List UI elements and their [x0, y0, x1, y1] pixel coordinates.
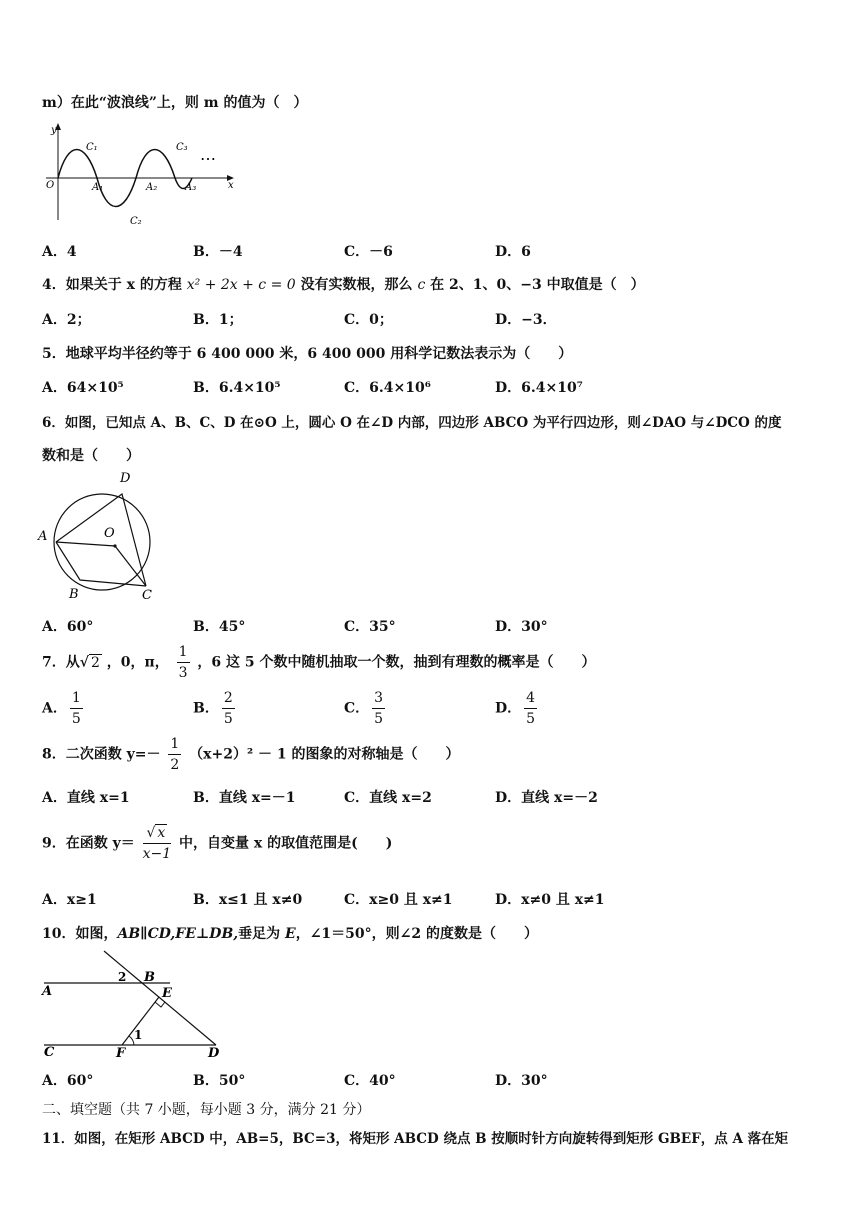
q10-option-c: C．40°: [344, 1073, 396, 1089]
q5-option-c: C．6.4×10⁶: [344, 380, 431, 396]
q3-option-b: B．－4: [193, 244, 243, 260]
q3-option-a: A．4: [42, 244, 77, 260]
y-axis-label: y: [51, 125, 57, 136]
question-6-line2: 数和是（ ）: [42, 448, 140, 464]
question-3-text: m）在此“波浪线”上，则 m 的值为（ ）: [42, 95, 308, 111]
q9-option-d: D．x≠0 且 x≠1: [495, 892, 605, 908]
question-4-text: 4．如果关于 x 的方程 x² + 2x + c = 0 没有实数根，那么 c 在 2、1、0、−3 中取值是（ ）: [42, 277, 645, 293]
question-5-text: 5．地球平均半径约等于 6 400 000 米，6 400 000 用科学记数法表示为（ ）: [42, 346, 573, 362]
q6-option-b: B．45°: [193, 619, 246, 635]
q5-option-a: A．64×10⁵: [42, 380, 124, 396]
ellipsis-label: ⋯: [200, 149, 216, 168]
point-d-label: D: [208, 1046, 220, 1061]
q4-option-c: C．0；: [344, 312, 393, 328]
q4-option-a: A．2；: [42, 312, 91, 328]
q6-option-d: D．30°: [495, 619, 548, 635]
section-2-heading: 二、填空题（共 7 小题，每小题 3 分，满分 21 分）: [42, 1102, 371, 1118]
q5-option-b: B．6.4×10⁵: [193, 380, 281, 396]
fraction-sqrt-x-over-x-minus-1: $\frac{√ x}{x-1}$: [142, 825, 172, 862]
x-axis-label: x: [228, 180, 234, 191]
q5-option-d: D．6.4×10⁷: [495, 380, 583, 396]
q9-option-b: B．x≤1 且 x≠0: [193, 892, 303, 908]
q8-option-b: B．直线 x=－1: [193, 790, 296, 806]
q9-option-c: C．x≥0 且 x≠1: [344, 892, 453, 908]
a3-label: A₃: [185, 182, 197, 193]
point-c-label: C: [44, 1045, 55, 1060]
q7-option-d: D． $\frac{4}{5}$: [495, 690, 536, 727]
q7-option-a: A． $\frac{1}{5}$: [42, 690, 81, 727]
q6-option-a: A．60°: [42, 619, 94, 635]
q4-equation: x² + 2x + c = 0: [186, 277, 296, 293]
c2-label: C₂: [130, 216, 142, 225]
point-e-label: E: [162, 986, 172, 1001]
question-11-text: 11．如图，在矩形 ABCD 中，AB=5，BC=3，将矩形 ABCD 绕点 B 按顺时针方向旋转得到矩形 GBEF，点 A 落在矩: [42, 1131, 789, 1147]
question-6-line1: 6．如图，已知点 A、B、C、D 在⊙O 上，圆心 O 在∠D 内部，四边形 ABCO 为平行四边形，则∠DAO 与∠DCO 的度: [42, 415, 782, 431]
q8-option-c: C．直线 x=2: [344, 790, 432, 806]
point-b-label: B: [69, 587, 79, 602]
point-f-label: F: [116, 1046, 126, 1061]
angle-1-label: 1: [134, 1028, 143, 1042]
point-o-label: O: [104, 526, 115, 541]
a2-label: A₂: [146, 182, 158, 193]
question-7-text: 7．从√ 2 ，0，π， $\frac{1}{3}$ ，6 这 5 个数中随机抽取一个数，抽到有理数的概率是（ ）: [42, 644, 596, 681]
question-10-text: 10．如图，AB∥CD,FE⊥DB,垂足为 E，∠1＝50°，则∠2 的度数是（ ）: [42, 926, 539, 942]
point-d-label: D: [120, 471, 131, 486]
point-a-label: A: [38, 529, 48, 544]
q10-option-d: D．30°: [495, 1073, 548, 1089]
q9-option-a: A．x≥1: [42, 892, 97, 908]
q7-option-b: B． $\frac{2}{5}$: [193, 690, 233, 727]
q4-option-b: B．1；: [193, 312, 243, 328]
q8-option-a: A．直线 x=1: [42, 790, 130, 806]
angle-2-label: 2: [118, 970, 127, 984]
sqrt-2: 2: [90, 654, 100, 671]
point-b-label: B: [144, 970, 155, 985]
a1-label: A₁: [92, 182, 104, 193]
q3-option-d: D．6: [495, 244, 531, 260]
point-c-label: C: [142, 588, 152, 603]
parallel-lines-figure: [38, 945, 228, 1065]
q8-option-d: D．直线 x=－2: [495, 790, 598, 806]
circle-figure: [36, 468, 171, 608]
q7-option-c: C． $\frac{3}{5}$: [344, 690, 384, 727]
c1-label: C₁: [86, 142, 98, 153]
fraction-one-half: $\frac{1}{2}$: [170, 736, 180, 773]
c3-label: C₃: [176, 142, 188, 153]
question-9-text: 9．在函数 y＝ $\frac{√ x}{x-1}$ 中，自变量 x 的取值范围是( ): [42, 825, 393, 862]
q3-option-c: C．－6: [344, 244, 393, 260]
q4-option-d: D．−3．: [495, 312, 557, 328]
question-8-text: 8．二次函数 y=－ $\frac{1}{2}$ （x+2）² － 1 的图象的对称轴是（ ）: [42, 736, 460, 773]
wave-figure: [40, 120, 240, 225]
q10-option-a: A．60°: [42, 1073, 94, 1089]
fraction-one-third: $\frac{1}{3}$: [178, 644, 188, 681]
origin-label: O: [46, 180, 55, 191]
q6-option-c: C．35°: [344, 619, 396, 635]
q10-option-b: B．50°: [193, 1073, 246, 1089]
point-a-label: A: [42, 984, 53, 999]
